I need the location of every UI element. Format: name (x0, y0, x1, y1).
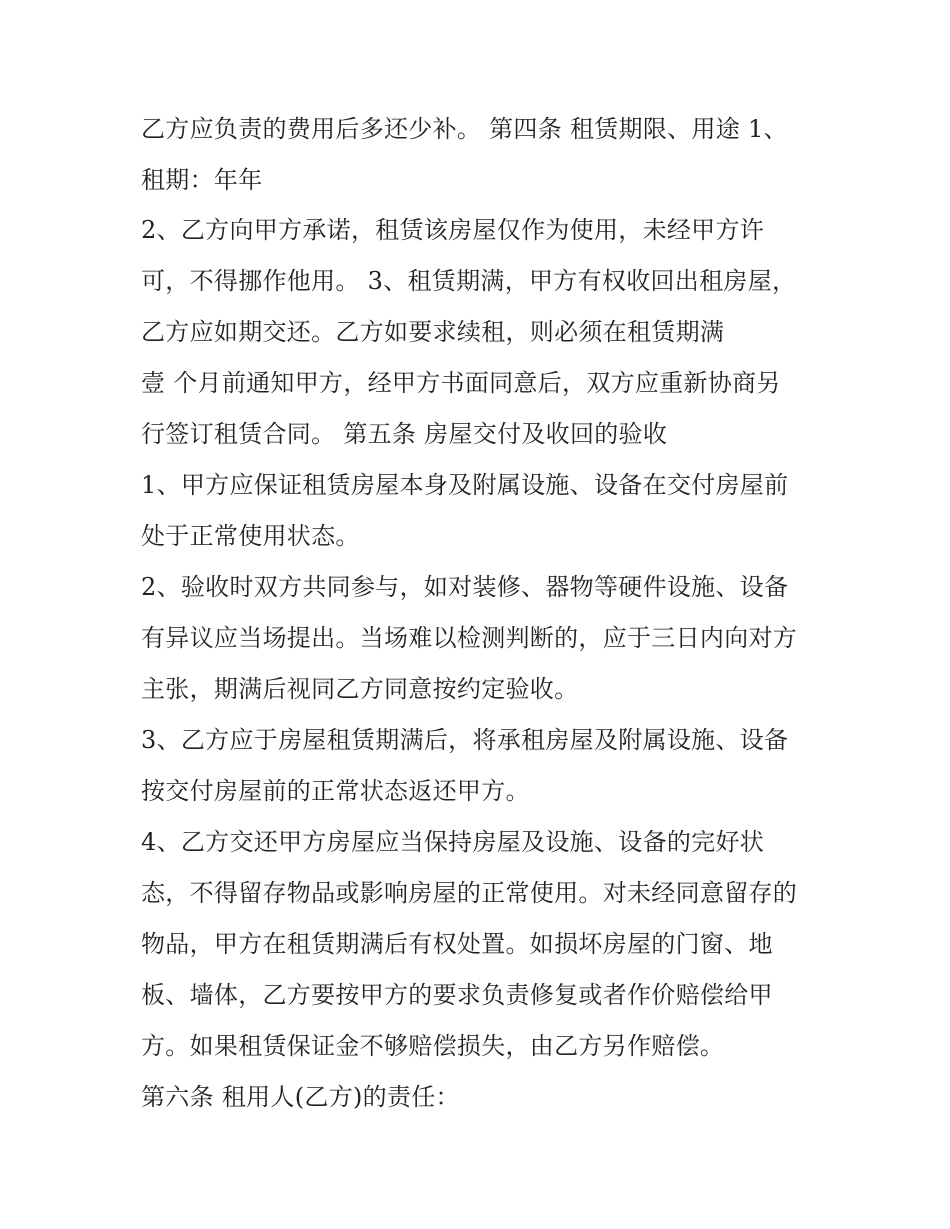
text-line: 有异议应当场提出。当场难以检测判断的，应于三日内向对方 (141, 624, 798, 652)
text-line: 板、墙体，乙方要按甲方的要求负责修复或者作价赔偿给甲 (141, 981, 773, 1009)
text-line: 1、甲方应保证租赁房屋本身及附属设施、设备在交付房屋前 (141, 471, 789, 499)
text-line: 乙方应如期交还。乙方如要求续租，则必须在租赁期满 (141, 318, 725, 346)
text-line: 物品，甲方在租赁期满后有权处置。如损坏房屋的门窗、地 (141, 930, 773, 958)
text-line: 方。如果租赁保证金不够赔偿损失，由乙方另作赔偿。 (141, 1032, 725, 1060)
text-line: 行签订租赁合同。 第五条 房屋交付及收回的验收 (141, 420, 668, 448)
text-line: 3、乙方应于房屋租赁期满后，将承租房屋及附属设施、设备 (141, 726, 789, 754)
text-line: 壹 个月前通知甲方，经甲方书面同意后，双方应重新协商另 (141, 369, 781, 397)
text-line: 态，不得留存物品或影响房屋的正常使用。对未经同意留存的 (141, 879, 798, 907)
text-line: 按交付房屋前的正常状态返还甲方。 (141, 777, 530, 805)
text-line: 2、乙方向甲方承诺，租赁该房屋仅作为使用，未经甲方许 (141, 216, 765, 244)
text-line: 可，不得挪作他用。 3、租赁期满，甲方有权收回出租房屋， (141, 267, 797, 295)
text-line: 处于正常使用状态。 (141, 522, 360, 550)
section-heading: 第六条 租用人(乙方)的责任： (141, 1083, 460, 1111)
text-line: 乙方应负责的费用后多还少补。 第四条 租赁期限、用途 1、 (141, 115, 788, 143)
text-line: 主张，期满后视同乙方同意按约定验收。 (141, 675, 579, 703)
text-line: 2、验收时双方共同参与，如对装修、器物等硬件设施、设备 (141, 573, 789, 601)
text-line: 租期：年年 (141, 166, 263, 194)
text-line: 4、乙方交还甲方房屋应当保持房屋及设施、设备的完好状 (141, 828, 765, 856)
